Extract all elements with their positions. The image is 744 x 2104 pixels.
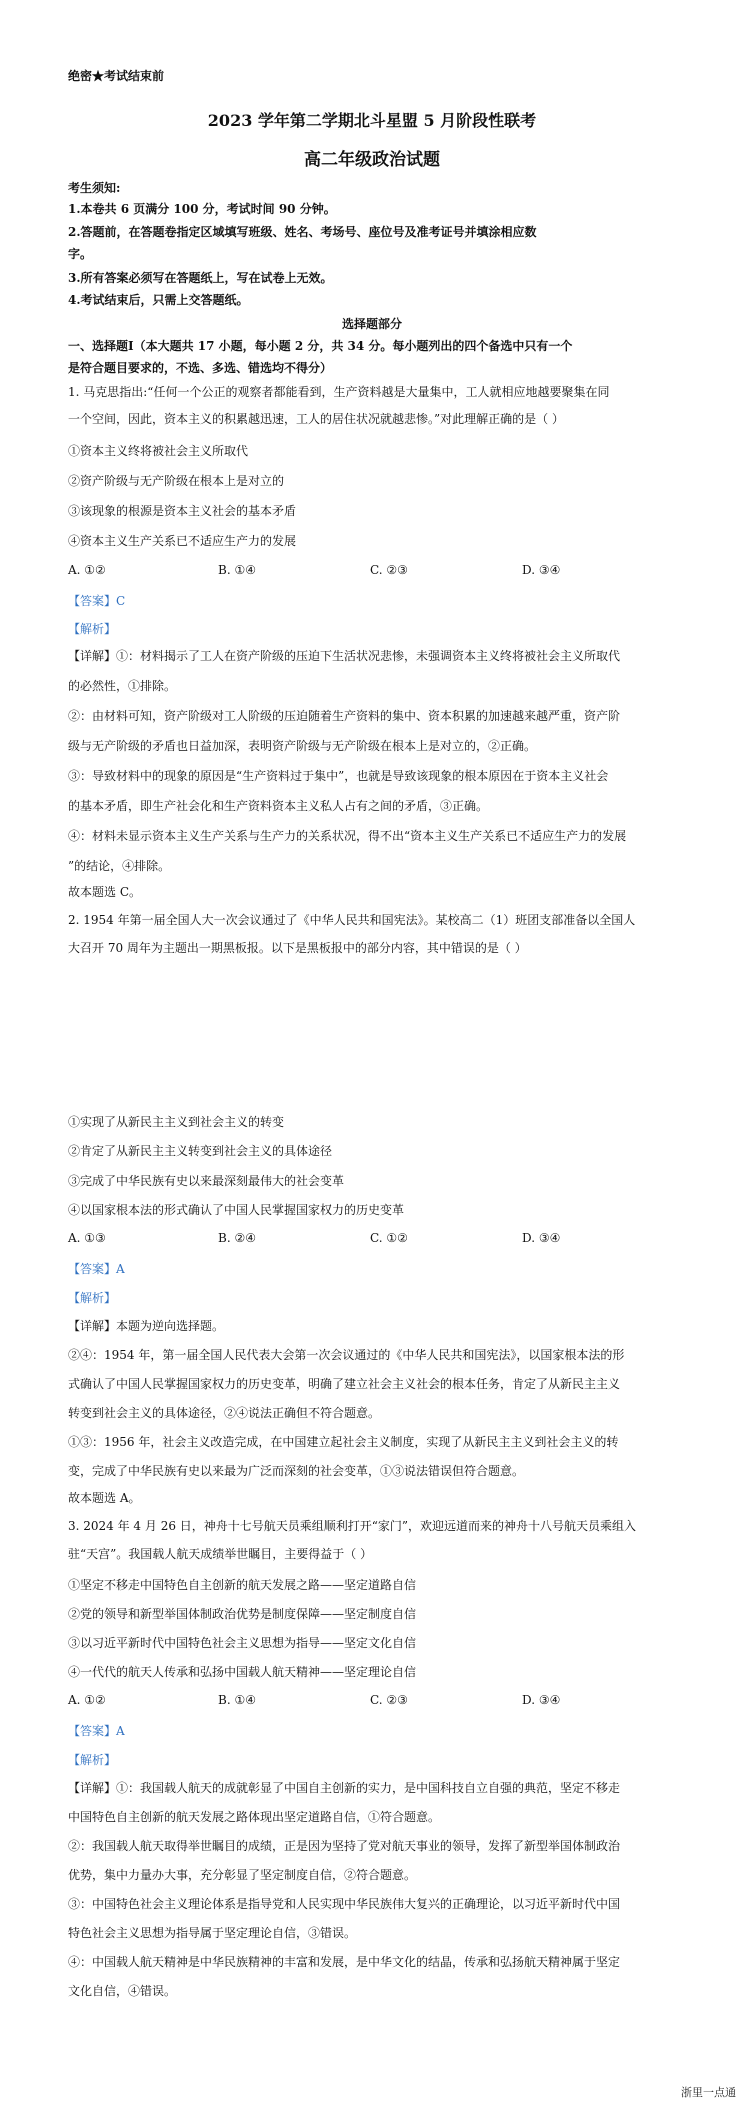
confidential-label: 绝密★考试结束前 [68,69,165,83]
statement: ①实现了从新民主主义到社会主义的转变 [68,1115,285,1129]
option-d: D. ③④ [522,563,561,577]
statement: ④一代代的航天人传承和弘扬中国载人航天精神——坚定理论自信 [68,1665,417,1679]
statement: ③完成了中华民族有史以来最深刻最伟大的社会变革 [68,1174,345,1188]
answer-label: 【答案】A [68,1724,125,1738]
question-stem: 1. 马克思指出:“任何一个公正的观察者都能看到，生产资料越是大量集中，工人就相应地越要聚集在同 [68,385,610,399]
notice-label: 考生须知: [68,181,121,195]
statement: ③该现象的根源是资本主义社会的基本矛盾 [68,504,297,518]
detail-line: 中国特色自主创新的航天发展之路体现出坚定道路自信，①符合题意。 [68,1810,441,1824]
detail-line: ③：中国特色社会主义理论体系是指导党和人民实现中华民族伟大复兴的正确理论，以习近平新时代中国 [68,1897,621,1911]
question-stem: 2. 1954 年第一届全国人大一次会议通过了《中华人民共和国宪法》。某校高二（1）班团支部准备以全国人 [68,913,636,927]
option-d: D. ③④ [522,1231,561,1245]
question-stem: 3. 2024 年 4 月 26 日，神舟十七号航天员乘组顺利打开“家门”，欢迎远道而来的神舟十八号航天员乘组入 [68,1519,637,1533]
statement: ③以习近平新时代中国特色社会主义思想为指导——坚定文化自信 [68,1636,417,1650]
notice-item: 3.所有答案必须写在答题纸上，写在试卷上无效。 [68,271,333,285]
analysis-label: 【解析】 [68,1753,117,1767]
detail-line: ②：我国载人航天取得举世瞩目的成绩，正是因为坚持了党对航天事业的领导，发挥了新型举国体制政治 [68,1839,621,1853]
detail-line: 式确认了中国人民掌握国家权力的历史变革，明确了建立社会主义社会的根本任务，肯定了从新民主主义 [68,1377,621,1391]
detail-line: ①③：1956 年，社会主义改造完成，在中国建立起社会主义制度，实现了从新民主主义到社会主义的转 [68,1435,619,1449]
detail-line: 【详解】本题为逆向选择题。 [68,1319,225,1333]
option-d: D. ③④ [522,1693,561,1707]
option-a: A. ①② [68,563,106,577]
detail-line: ”的结论，④排除。 [68,859,171,873]
detail-line: 【详解】①：材料揭示了工人在资产阶级的压迫下生活状况悲惨，未强调资本主义终将被社会主义所取代 [68,649,621,663]
option-b: B. ①④ [218,1693,256,1707]
blackboard-image-area [68,968,676,1108]
detail-line: 级与无产阶级的矛盾也日益加深，表明资产阶级与无产阶级在根本上是对立的，②正确。 [68,739,537,753]
exam-subtitle: 高二年级政治试题 [304,150,440,170]
question-stem: 大召开 70 周年为主题出一期黑板报。以下是黑板报中的部分内容，其中错误的是（ ） [68,941,527,955]
answer-label: 【答案】A [68,1262,125,1276]
statement: ①资本主义终将被社会主义所取代 [68,444,249,458]
detail-line: 故本题选 C。 [68,885,141,899]
question-stem: 一个空间，因此，资本主义的积累越迅速，工人的居住状况就越悲惨。”对此理解正确的是（ ） [68,412,564,426]
option-a: A. ①② [68,1693,106,1707]
detail-line: 优势，集中力量办大事，充分彰显了坚定制度自信，②符合题意。 [68,1868,417,1882]
detail-line: 文化自信，④错误。 [68,1984,177,1998]
section-intro: 一、选择题Ⅰ（本大题共 17 小题，每小题 2 分，共 34 分。每小题列出的四个备选中只有一个 [68,339,573,353]
detail-line: ④：材料未显示资本主义生产关系与生产力的关系状况，得不出“资本主义生产关系已不适应生产力的发展 [68,829,627,843]
detail-line: ③：导致材料中的现象的原因是“生产资料过于集中”，也就是导致该现象的根本原因在于资本主义社会 [68,769,609,783]
detail-line: 【详解】①：我国载人航天的成就彰显了中国自主创新的实力，是中国科技自立自强的典范，坚定不移走 [68,1781,621,1795]
analysis-label: 【解析】 [68,622,117,636]
notice-item: 4.考试结束后，只需上交答题纸。 [68,293,249,307]
notice-item: 1.本卷共 6 页满分 100 分，考试时间 90 分钟。 [68,202,336,216]
detail-line: 特色社会主义思想为指导属于坚定理论自信，③错误。 [68,1926,357,1940]
detail-line: ②④：1954 年，第一届全国人民代表大会第一次会议通过的《中华人民共和国宪法》，以国家根本法的形 [68,1348,625,1362]
statement: ①坚定不移走中国特色自主创新的航天发展之路——坚定道路自信 [68,1578,417,1592]
option-c: C. ①② [370,1231,408,1245]
option-c: C. ②③ [370,563,408,577]
question-stem: 驻“天宫”。我国载人航天成绩举世瞩目，主要得益于（ ） [68,1547,373,1561]
detail-line: 的必然性，①排除。 [68,679,177,693]
answer-label: 【答案】C [68,594,126,608]
detail-line: ④：中国载人航天精神是中华民族精神的丰富和发展，是中华文化的结晶，传承和弘扬航天精神属于坚定 [68,1955,621,1969]
section-intro: 是符合题目要求的，不选、多选、错选均不得分） [68,361,333,375]
detail-line: 变，完成了中华民族有史以来最为广泛而深刻的社会变革，①③说法错误但符合题意。 [68,1464,525,1478]
statement: ②肯定了从新民主主义转变到社会主义的具体途径 [68,1144,333,1158]
detail-line: ②：由材料可知，资产阶级对工人阶级的压迫随着生产资料的集中、资本积累的加速越来越严重，资产阶 [68,709,621,723]
option-b: B. ①④ [218,563,256,577]
exam-title: 2023 学年第二学期北斗星盟 5 月阶段性联考 [207,111,537,130]
statement: ②资产阶级与无产阶级在根本上是对立的 [68,474,285,488]
option-b: B. ②④ [218,1231,256,1245]
statement: ②党的领导和新型举国体制政治优势是制度保障——坚定制度自信 [68,1607,417,1621]
notice-item: 2.答题前，在答题卷指定区域填写班级、姓名、考场号、座位号及准考证号并填涂相应数 [68,225,537,239]
statement: ④以国家根本法的形式确认了中国人民掌握国家权力的历史变革 [68,1203,405,1217]
detail-line: 的基本矛盾，即生产社会化和生产资料资本主义私人占有之间的矛盾，③正确。 [68,799,489,813]
section-title: 选择题部分 [341,317,402,331]
analysis-label: 【解析】 [68,1291,117,1305]
detail-line: 故本题选 A。 [68,1491,141,1505]
footer-watermark: 浙里一点通 [681,2086,736,2099]
detail-line: 转变到社会主义的具体途径，②④说法正确但不符合题意。 [68,1406,381,1420]
option-a: A. ①③ [68,1231,106,1245]
statement: ④资本主义生产关系已不适应生产力的发展 [68,534,297,548]
option-c: C. ②③ [370,1693,408,1707]
notice-item: 字。 [68,247,93,261]
